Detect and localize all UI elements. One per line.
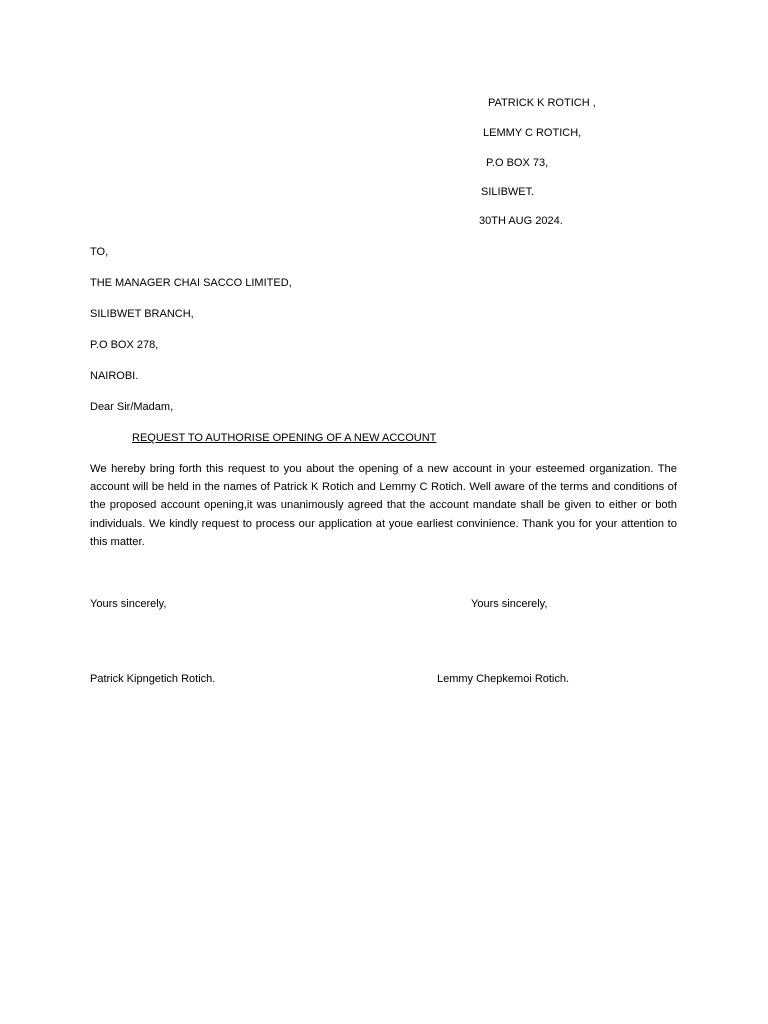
recipient-title: THE MANAGER CHAI SACCO LIMITED, [90,277,292,289]
letter-subject: REQUEST TO AUTHORISE OPENING OF A NEW ACCOUNT [132,432,437,444]
signatory-left: Patrick Kipngetich Rotich. [90,673,216,685]
recipient-branch: SILIBWET BRANCH, [90,308,194,320]
sender-po-box: P.O BOX 73, [486,157,549,169]
sender-town: SILIBWET. [481,186,535,198]
salutation: Dear Sir/Madam, [90,401,174,413]
sender-name-2: LEMMY C ROTICH, [483,127,582,139]
sender-name-1: PATRICK K ROTICH , [488,97,596,109]
closing-right: Yours sincerely, [471,598,548,610]
recipient-po-box: P.O BOX 278, [90,339,159,351]
closing-left: Yours sincerely, [90,598,167,610]
recipient-to: TO, [90,246,109,258]
signatory-right: Lemmy Chepkemoi Rotich. [437,673,570,685]
letter-date: 30TH AUG 2024. [479,215,563,227]
recipient-city: NAIROBI. [90,370,139,382]
letter-body: We hereby bring forth this request to you about the opening of a new account in your esteemed organization. The account will be held in the names of Patrick K Rotich and Lemmy C Rotich. Well aware of the terms and conditions of the proposed account opening,it was unanimously agreed that the account mandate shall be given to either or both individuals. We kindly request to process our application at youe earliest convinience. Thank you for your attention to this matter. [90,463,677,548]
